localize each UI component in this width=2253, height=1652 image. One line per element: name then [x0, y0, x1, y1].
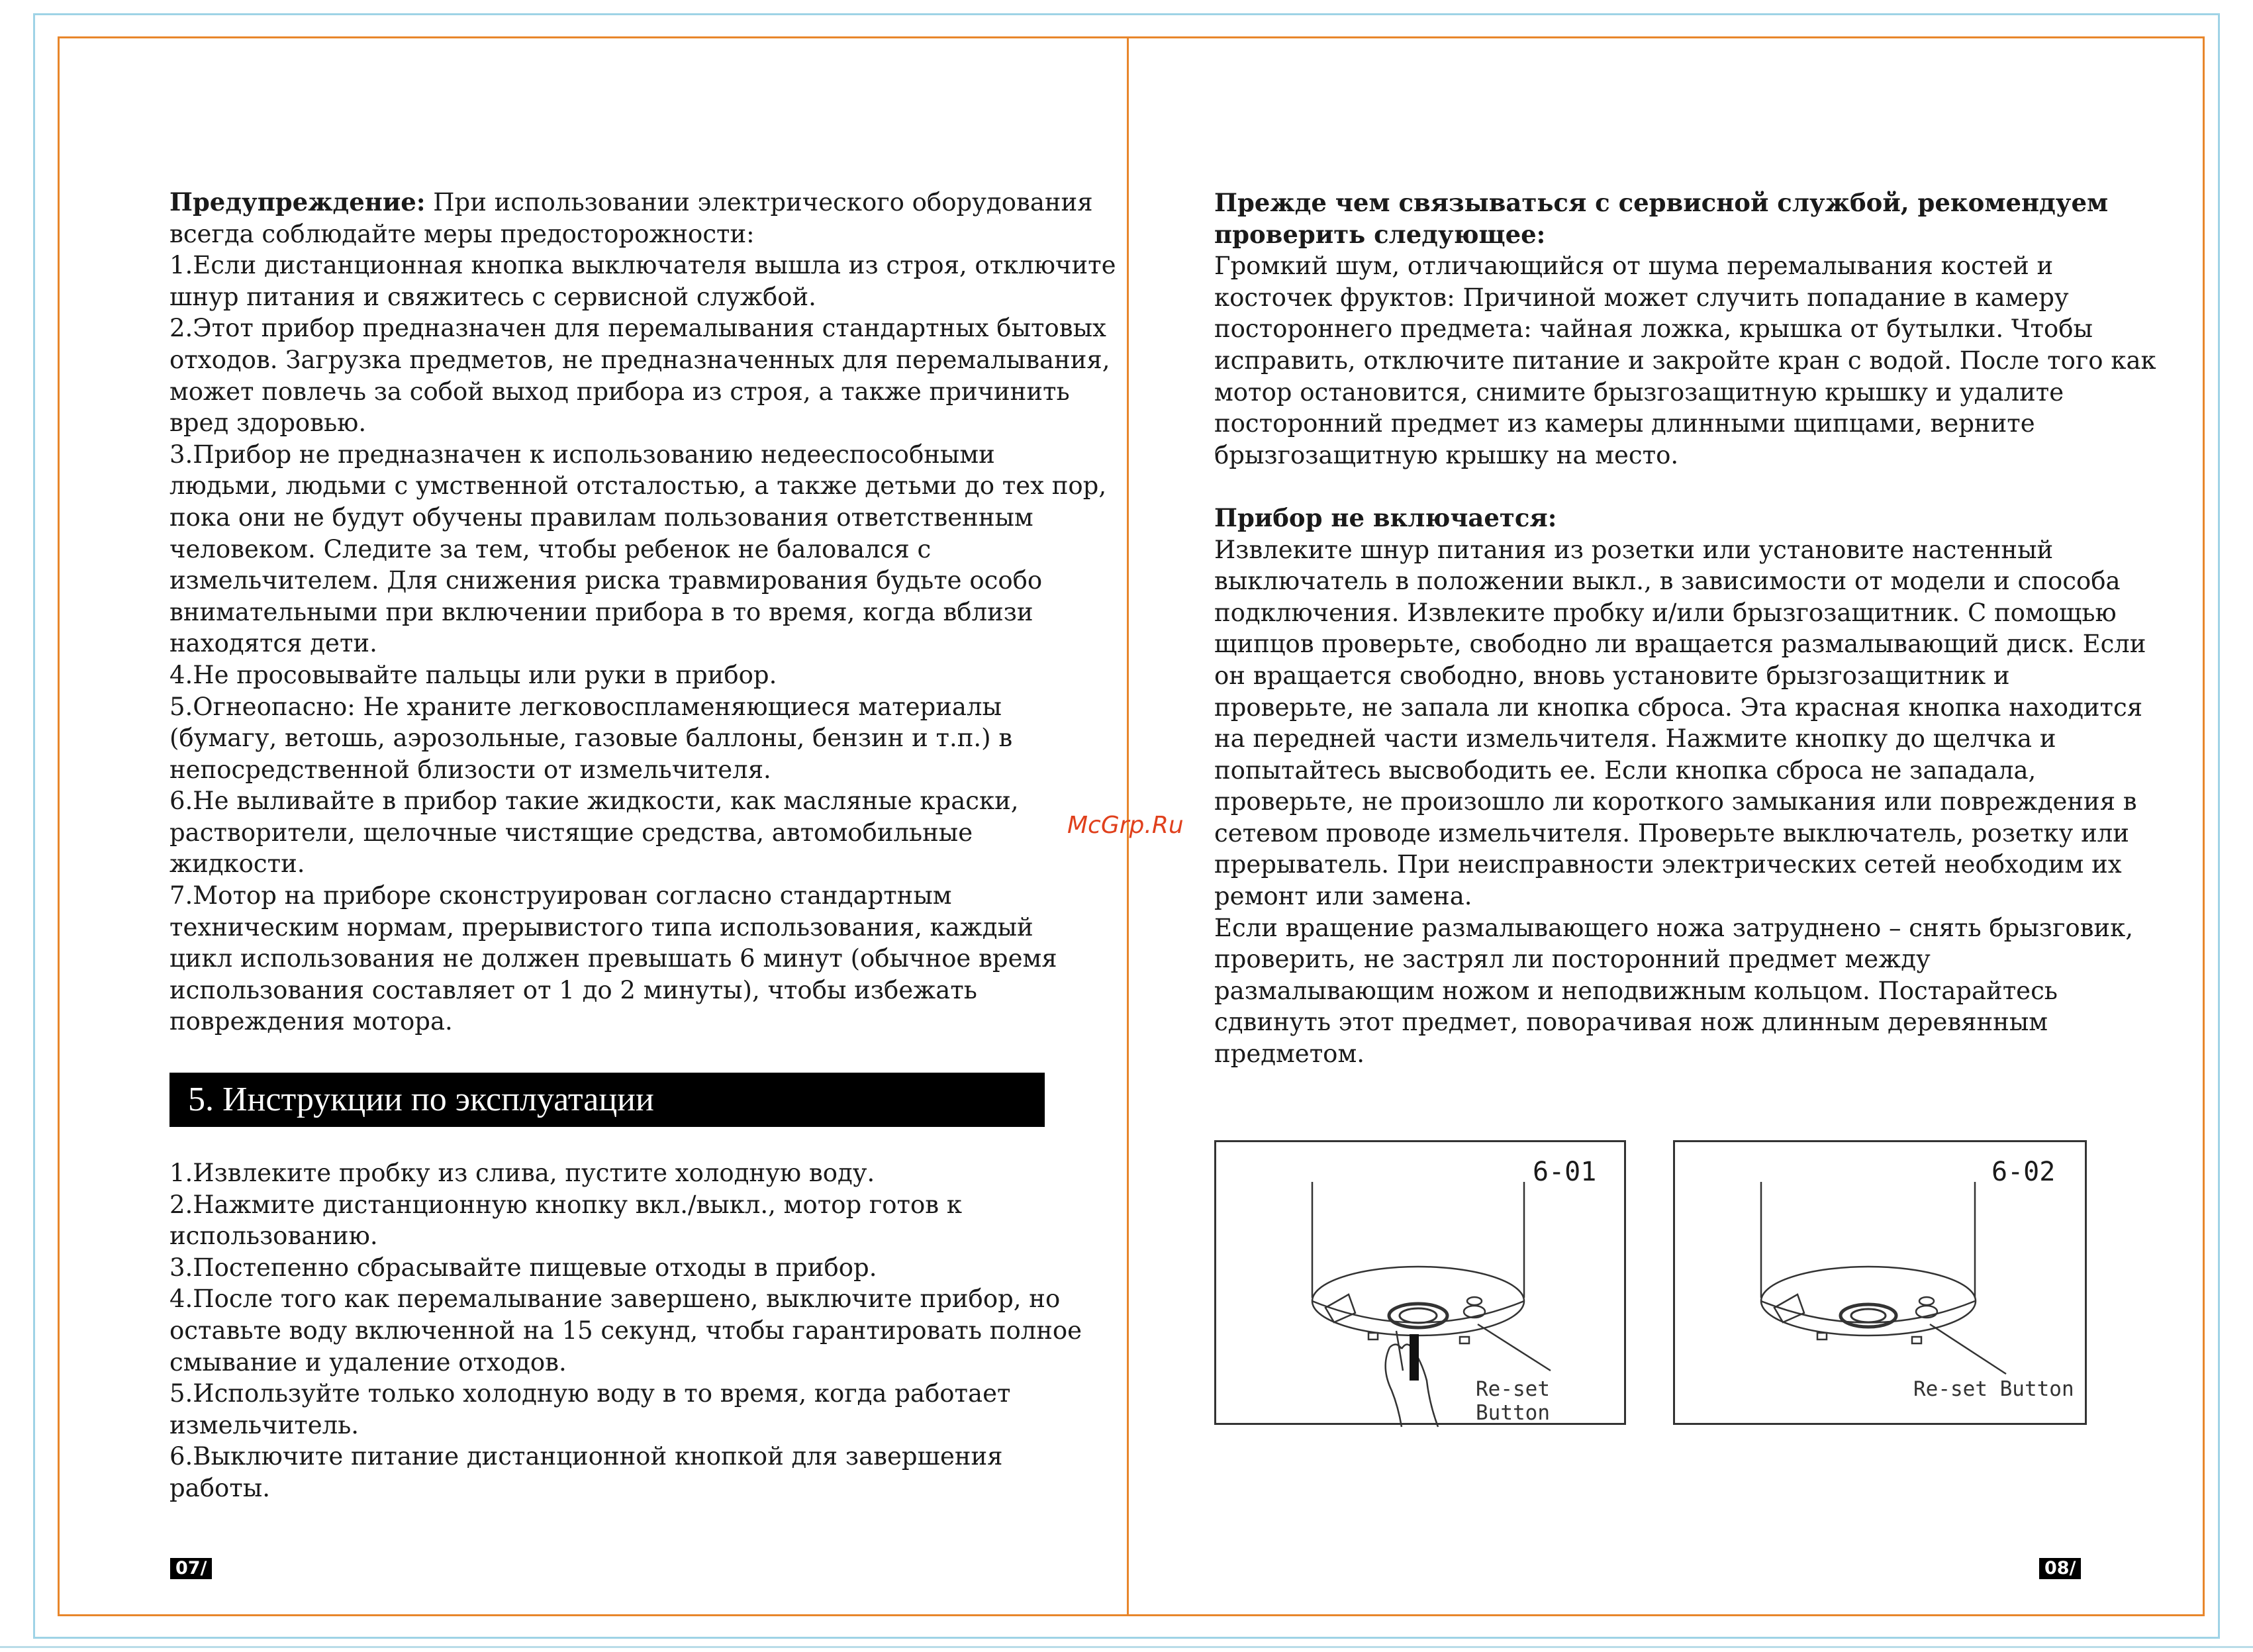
warning-line: растворители, щелочные чистящие средства, автомобильные [169, 818, 973, 847]
warning-line: может повлечь за собой выход прибора из строя, а также причинить [169, 377, 1070, 406]
not-on-line: проверьте, не запала ли кнопка сброса. Эта красная кнопка находится [1214, 693, 2143, 722]
warning-line: внимательными при включении прибора в то время, когда вблизи [169, 597, 1033, 626]
step-line: 1.Извлеките пробку из слива, пустите холодную воду. [169, 1159, 875, 1187]
not-on-line: попытайтесь высвободить ее. Если кнопка сброса не западала, [1214, 755, 2037, 785]
not-on-line: он вращается свободно, вновь установите брызгозащитник и [1214, 661, 2010, 690]
watermark: McGrp.Ru [1067, 812, 1184, 839]
not-on-line: щипцов проверьте, свободно ли вращается размалывающий диск. Если [1214, 630, 2146, 659]
not-on-line: выключатель в положении выкл., в зависимости от модели и способа [1214, 567, 2121, 596]
noise-line: мотор остановится, снимите брызгозащитную крышку и удалите [1214, 377, 2064, 407]
noise-line: постороннего предмета: чайная ложка, крышка от бутылки. Чтобы [1214, 315, 2093, 344]
figure-6-01 [1214, 1140, 1626, 1425]
step-line: 4.После того как перемалывание завершено, выключите прибор, но [169, 1285, 1061, 1314]
step-line: 6.Выключите питание дистанционной кнопкой для завершения [169, 1442, 1003, 1471]
warning-line: При использовании электрического оборудования [425, 188, 1093, 217]
page-number-left: 07/ [170, 1558, 212, 1579]
not-on-line: размалывающим ножом и неподвижным кольцом. Постарайтесь [1214, 976, 2058, 1005]
page-number-right: 08/ [2039, 1558, 2081, 1579]
warning-line: техническим нормам, прерывистого типа использования, каждый [169, 912, 1033, 942]
warning-line: измельчителем. Для снижения риска травмирования будьте особо [169, 566, 1043, 595]
not-on-line: предметом. [1214, 1040, 1365, 1069]
check-heading: Прежде чем связываться с сервисной службой, рекомендуем [1214, 188, 2109, 217]
warning-line: пока они не будут обучены правилам пользования ответственным [169, 503, 1033, 532]
warning-line: вред здоровью. [169, 409, 367, 438]
not-on-line: Если вращение размалывающего ножа затруднено – снять брызговик, [1214, 913, 2134, 942]
warning-line: находятся дети. [169, 629, 377, 658]
warning-line: шнур питания и свяжитесь с сервисной службой. [169, 282, 816, 311]
section-title-bar: 5. Инструкции по эксплуатации [169, 1073, 1045, 1127]
noise-line: косточек фруктов: Причиной может случить попадание в камеру [1214, 283, 2069, 312]
warning-line: 1.Если дистанционная кнопка выключателя вышла из строя, отключите [169, 251, 1116, 280]
step-line: 5.Используйте только холодную воду в то время, когда работает [169, 1379, 1011, 1408]
not-on-heading: Прибор не включается: [1214, 503, 1557, 532]
warning-line: непосредственной близости от измельчителя. [169, 755, 771, 784]
noise-line: брызгозащитную крышку на место. [1214, 440, 1679, 469]
warning-line: 4.Не просовывайте пальцы или руки в прибор. [169, 660, 777, 689]
warning-line: использования составляет от 1 до 2 минуты), чтобы избежать [169, 975, 977, 1004]
figure-6-02 [1673, 1140, 2087, 1425]
not-on-line: проверить, не застрял ли посторонний предмет между [1214, 945, 1931, 974]
not-on-line: ремонт или замена. [1214, 882, 1472, 911]
warning-line: (бумагу, ветошь, аэрозольные, газовые баллоны, бензин и т.п.) в [169, 724, 1013, 753]
not-on-line: сдвинуть этот предмет, поворачивая нож длинным деревянным [1214, 1008, 2048, 1037]
step-line: 3.Постепенно сбрасывайте пищевые отходы в прибор. [169, 1253, 877, 1282]
check-heading: проверить следующее: [1214, 219, 1546, 249]
step-line: работы. [169, 1473, 270, 1502]
reset-button-caption: Re-set Button [1913, 1377, 2074, 1401]
step-line: 2.Нажмите дистанционную кнопку вкл./выкл., мотор готов к [169, 1190, 963, 1219]
reset-button-caption: Re-set Button [1476, 1377, 1550, 1425]
warning-line: 5.Огнеопасно: Не храните легковоспламеняющиеся материалы [169, 692, 1002, 721]
warning-line: отходов. Загрузка предметов, не предназначенных для перемалывания, [169, 345, 1110, 374]
not-on-line: на передней части измельчителя. Нажмите кнопку до щелчка и [1214, 724, 2056, 753]
not-on-line: сетевом проводе измельчителя. Проверьте выключатель, розетку или [1214, 818, 2129, 848]
figure-label: 6-01 [1533, 1157, 1597, 1187]
not-on-line: подключения. Извлеките пробку и/или брызгозащитник. С помощью [1214, 598, 2117, 627]
not-on-line: проверьте, не произошло ли короткого замыкания или повреждения в [1214, 787, 2137, 816]
not-on-line: прерыватель. При неисправности электрических сетей необходим их [1214, 850, 2122, 879]
bottom-rule [0, 1646, 2253, 1648]
step-line: смывание и удаление отходов. [169, 1347, 567, 1377]
warning-line: повреждения мотора. [169, 1007, 453, 1036]
operating-steps [169, 1157, 1082, 1504]
step-line: оставьте воду включенной на 15 секунд, чтобы гарантировать полное [169, 1316, 1082, 1345]
warning-line: 7.Мотор на приборе сконструирован согласно стандартным [169, 881, 952, 910]
noise-line: Громкий шум, отличающийся от шума перемалывания костей и [1214, 252, 2054, 281]
warning-line: 6.Не выливайте в прибор такие жидкости, как масляные краски, [169, 787, 1019, 816]
troubleshooting-block [1214, 187, 2156, 1070]
warning-line: 2.Этот прибор предназначен для перемалывания стандартных бытовых [169, 314, 1106, 343]
warning-line: всегда соблюдайте меры предосторожности: [169, 219, 755, 248]
spacer [1214, 471, 2156, 503]
warning-line: цикл использования не должен превышать 6 минут (обычное время [169, 944, 1057, 973]
noise-line: исправить, отключите питание и закройте кран с водой. После того как [1214, 346, 2156, 375]
warning-line: людьми, людьми с умственной отсталостью, а также детьми до тех пор, [169, 471, 1107, 501]
not-on-line: Извлеките шнур питания из розетки или установите настенный [1214, 535, 2054, 564]
warning-line: 3.Прибор не предназначен к использованию недееспособными [169, 440, 995, 469]
figure-label: 6-02 [1991, 1157, 2056, 1187]
noise-line: посторонний предмет из камеры длинными щипцами, верните [1214, 409, 2035, 438]
warning-line: человеком. Следите за тем, чтобы ребенок не баловался с [169, 534, 932, 563]
warning-heading: Предупреждение: [169, 187, 426, 217]
warning-line: жидкости. [169, 850, 305, 879]
step-line: измельчитель. [169, 1410, 360, 1439]
grinder-reset-illustration [1216, 1142, 1628, 1539]
step-line: использованию. [169, 1222, 378, 1251]
warning-block [169, 187, 1116, 1038]
